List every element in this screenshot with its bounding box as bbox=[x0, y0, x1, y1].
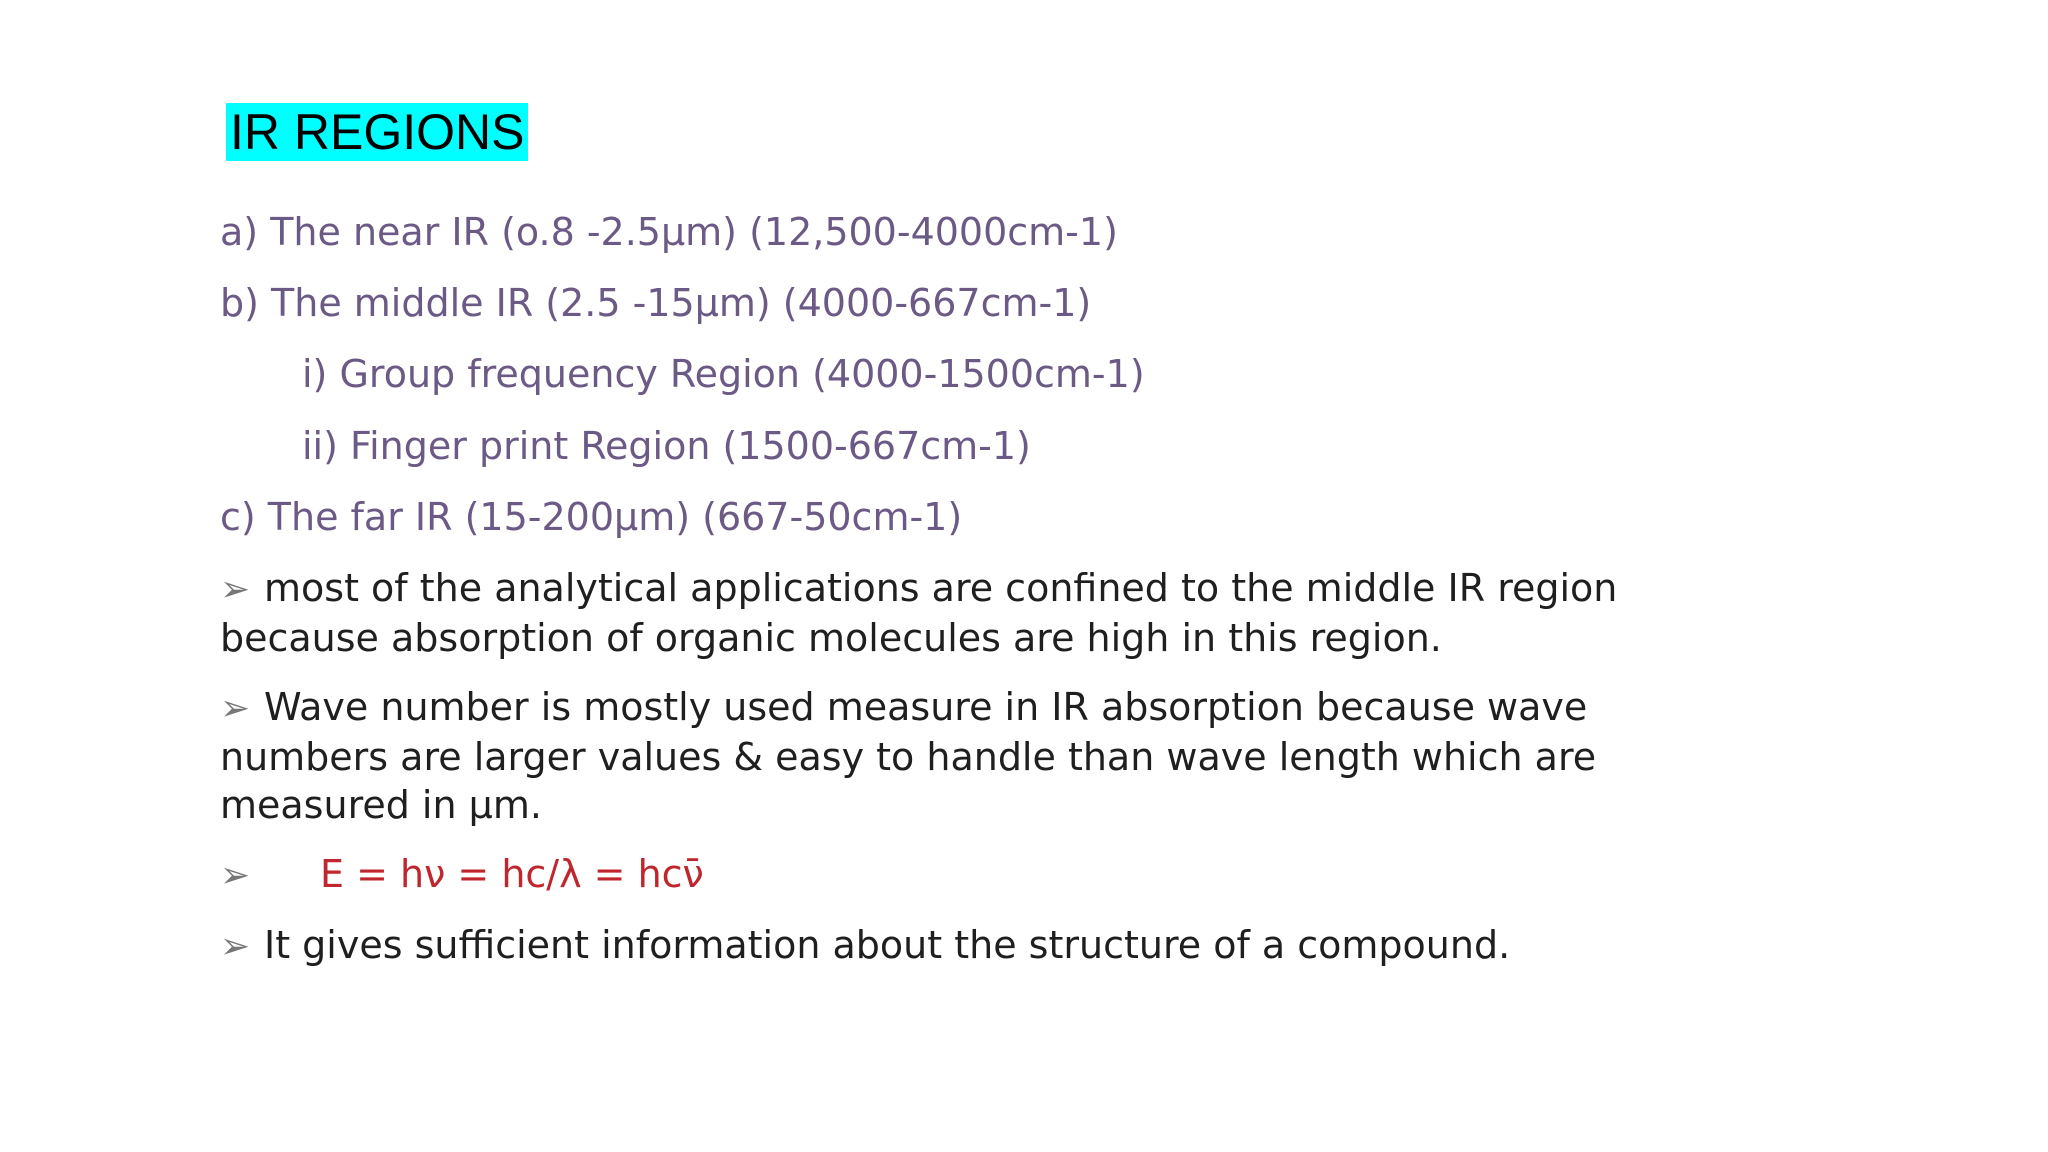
region-finger-print: ii) Finger print Region (1500-667cm-1) bbox=[302, 424, 1031, 468]
point-wave-number-line-2: numbers are larger values & easy to handle than wave length which are bbox=[220, 735, 1597, 779]
point-text: most of the analytical applications are confined to the middle IR region bbox=[264, 566, 1618, 610]
region-far-ir: c) The far IR (15-200µm) (667-50cm-1) bbox=[220, 495, 963, 539]
point-wave-number bbox=[220, 683, 1940, 829]
point-text: It gives sufficient information about the structure of a compound. bbox=[264, 923, 1511, 967]
slide-title: IR REGIONS bbox=[226, 103, 528, 161]
point-structure-information bbox=[220, 921, 1940, 971]
bullet-arrow-icon: ➢ bbox=[220, 688, 251, 729]
bullet-arrow-icon: ➢ bbox=[220, 855, 251, 896]
bullet-arrow-icon: ➢ bbox=[220, 569, 251, 610]
region-middle-ir: b) The middle IR (2.5 -15µm) (4000-667cm-1) bbox=[220, 281, 1092, 325]
point-wave-number-line-1 bbox=[220, 683, 1940, 733]
point-wave-number-line-3: measured in µm. bbox=[220, 783, 542, 827]
point-analytical-applications-line-1 bbox=[220, 564, 1940, 614]
point-energy-formula bbox=[220, 850, 704, 900]
point-structure-information-line bbox=[220, 921, 1940, 971]
region-group-frequency: i) Group frequency Region (4000-1500cm-1) bbox=[302, 352, 1145, 396]
energy-formula: E = hν = hc/λ = hcν̄ bbox=[320, 852, 704, 896]
point-text: Wave number is mostly used measure in IR absorption because wave bbox=[264, 685, 1588, 729]
region-near-ir: a) The near IR (o.8 -2.5µm) (12,500-4000cm-1) bbox=[220, 210, 1118, 254]
point-analytical-applications bbox=[220, 564, 1940, 662]
bullet-arrow-icon: ➢ bbox=[220, 926, 251, 967]
point-analytical-applications-line-2: because absorption of organic molecules are high in this region. bbox=[220, 616, 1442, 660]
